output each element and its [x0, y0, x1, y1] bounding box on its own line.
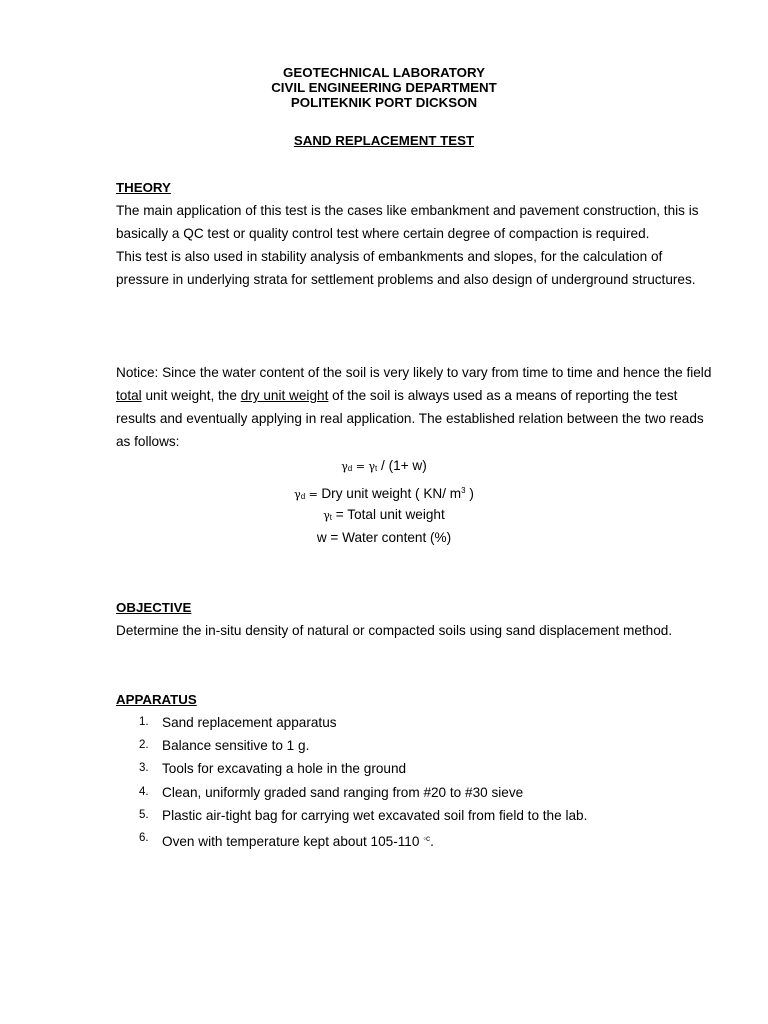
- apparatus-heading: APPARATUS: [116, 692, 197, 707]
- list-item-number: 4.: [139, 785, 149, 798]
- notice-dry-unit-weight-underlined: dry unit weight: [240, 388, 329, 403]
- document-title: SAND REPLACEMENT TEST: [293, 133, 475, 148]
- list-item-text: Tools for excavating a hole in the ground: [162, 761, 407, 777]
- definition-total-text: = Total unit weight: [332, 507, 445, 522]
- list-item: [116, 804, 716, 827]
- header-institution: POLITEKNIK PORT DICKSON: [290, 95, 478, 110]
- gamma-symbol: γ: [368, 460, 376, 473]
- formula-rhs: / (1+ w): [377, 458, 427, 473]
- definition-dry-close: ): [465, 486, 474, 501]
- list-item-end: .: [430, 834, 434, 850]
- list-item-number: 6.: [139, 832, 149, 845]
- degree-superscript: ◦c: [423, 834, 431, 844]
- notice-paragraph: [116, 361, 716, 453]
- list-item: [116, 734, 716, 757]
- theory-paragraph-1: The main application of this test is the cases like embankment and pavement construction, this is basically a QC test or quality control test where certain degree of compaction is required.: [116, 203, 699, 241]
- gamma-symbol: γ: [294, 488, 301, 501]
- list-item-number: 5.: [139, 808, 149, 821]
- superscript-3: 3: [461, 486, 466, 495]
- notice-total-underlined: total: [116, 388, 142, 403]
- theory-body: [116, 199, 716, 291]
- gamma-symbol: γ: [323, 509, 330, 522]
- subscript-d: d: [300, 492, 306, 501]
- subscript-t: t: [375, 464, 378, 473]
- list-item-number: 1.: [139, 716, 149, 728]
- header-department: CIVIL ENGINEERING DEPARTMENT: [271, 80, 497, 95]
- header-lab-name: GEOTECHNICAL LABORATORY: [283, 65, 485, 80]
- formula-main: [0, 454, 768, 481]
- formula-definition-water: w = Water content (%): [316, 530, 452, 545]
- theory-heading: THEORY: [116, 180, 171, 195]
- gamma-symbol: γ: [341, 460, 348, 473]
- equals-sign: =: [305, 488, 322, 501]
- apparatus-list: [116, 711, 716, 853]
- list-item-number: 2.: [139, 739, 149, 752]
- list-item-text: Clean, uniformly graded sand ranging from #20 to #30 sieve: [162, 784, 524, 800]
- objective-text: Determine the in-situ density of natural or compacted soils using sand displacement method.: [116, 623, 673, 638]
- list-item: [116, 827, 716, 853]
- objective-heading: OBJECTIVE: [116, 600, 192, 615]
- list-item: [116, 757, 716, 780]
- list-item-number: 3.: [139, 762, 149, 775]
- definition-dry-text: Dry unit weight ( KN/ m: [321, 486, 462, 501]
- notice-text-b: unit weight, the: [141, 388, 241, 403]
- subscript-t: t: [329, 513, 333, 522]
- notice-text-c: of the soil is always used as a means of reporting the test results and eventually applying in real application. The established relation between the two reads as follows:: [116, 388, 704, 449]
- list-item-text: Oven with temperature kept about 105-110: [162, 834, 424, 850]
- subscript-d: d: [347, 464, 353, 473]
- equals-sign: =: [352, 460, 369, 473]
- list-item-text: Plastic air-tight bag for carrying wet excavated soil from field to the lab.: [162, 807, 588, 823]
- list-item: [116, 711, 716, 734]
- list-item-text: Balance sensitive to 1 g.: [162, 738, 310, 754]
- document-header: [0, 65, 768, 110]
- theory-paragraph-2: This test is also used in stability analysis of embankments and slopes, for the calculation of pressure in underlying strata for settlement problems and also design of underground structures.: [116, 249, 696, 287]
- list-item-text: Sand replacement apparatus: [162, 715, 337, 730]
- list-item: [116, 781, 716, 804]
- notice-text-a: Notice: Since the water content of the soil is very likely to vary from time to time and hence the field: [116, 365, 712, 380]
